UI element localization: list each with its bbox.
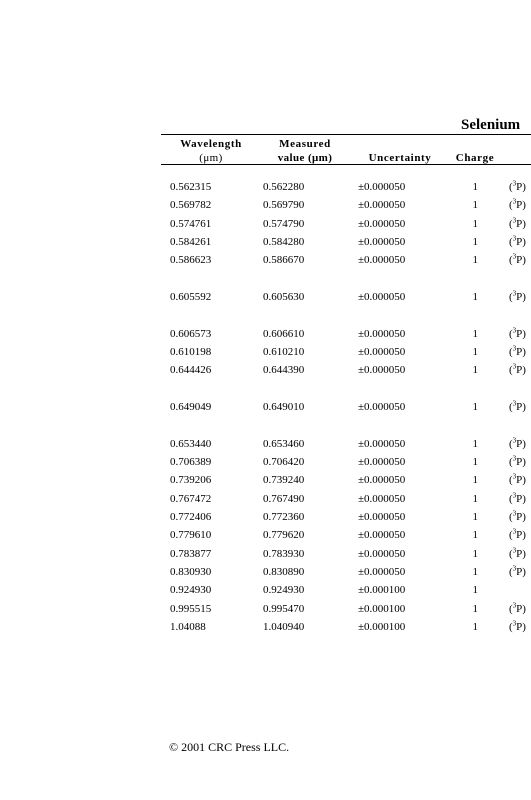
cell-wavelength: 0.574761 xyxy=(170,218,212,230)
term-superscript: 3 xyxy=(512,399,517,408)
cell-uncertainty: ±0.000050 xyxy=(358,254,406,266)
term-text: P) xyxy=(516,181,526,193)
cell-charge: 1 xyxy=(472,493,478,505)
term-text: P) xyxy=(516,456,526,468)
cell-wavelength: 0.924930 xyxy=(170,584,212,596)
page-title: Selenium xyxy=(461,117,521,133)
cell-measured-value: 0.569790 xyxy=(263,199,305,211)
cell-measured-value: 0.739240 xyxy=(263,474,305,486)
cell-term: ($^3$P) xyxy=(509,216,526,230)
term-text: P) xyxy=(516,291,526,303)
term-text: P) xyxy=(516,199,526,211)
cell-uncertainty: ±0.000050 xyxy=(358,328,406,340)
cell-measured-value: 0.653460 xyxy=(263,438,305,450)
cell-measured-value: 0.649010 xyxy=(263,401,305,413)
cell-charge: 1 xyxy=(472,511,478,523)
cell-wavelength: 0.569782 xyxy=(170,199,212,211)
cell-measured-value: 0.644390 xyxy=(263,364,305,376)
term-superscript: 3 xyxy=(512,344,517,353)
cell-measured-value: 0.584280 xyxy=(263,236,305,248)
cell-measured-value: 0.610210 xyxy=(263,346,305,358)
cell-term: ($^3$P) xyxy=(509,472,526,486)
cell-charge: 1 xyxy=(472,603,478,615)
cell-wavelength: 0.767472 xyxy=(170,493,212,505)
term-text: P) xyxy=(516,493,526,505)
term-superscript: 3 xyxy=(512,252,517,261)
cell-charge: 1 xyxy=(472,364,478,376)
cell-uncertainty: ±0.000050 xyxy=(358,438,406,450)
term-superscript: 3 xyxy=(512,601,517,610)
cell-charge: 1 xyxy=(472,584,478,596)
term-text: P) xyxy=(516,236,526,248)
term-text: P) xyxy=(516,566,526,578)
cell-measured-value: 1.040940 xyxy=(263,621,305,633)
cell-charge: 1 xyxy=(472,291,478,303)
cell-wavelength: 0.779610 xyxy=(170,529,212,541)
cell-term: ($^3$P) xyxy=(509,399,526,413)
cell-measured-value: 0.830890 xyxy=(263,566,305,578)
cell-uncertainty: ±0.000050 xyxy=(358,218,406,230)
term-superscript: 3 xyxy=(512,454,517,463)
term-text: P) xyxy=(516,548,526,560)
term-superscript: 3 xyxy=(512,472,517,481)
cell-wavelength: 0.830930 xyxy=(170,566,212,578)
cell-uncertainty: ±0.000050 xyxy=(358,548,406,560)
cell-wavelength: 0.706389 xyxy=(170,456,212,468)
cell-term: ($^3$P) xyxy=(509,564,526,578)
cell-wavelength: 0.739206 xyxy=(170,474,212,486)
term-superscript: 3 xyxy=(512,289,517,298)
cell-charge: 1 xyxy=(472,181,478,193)
term-superscript: 3 xyxy=(512,197,517,206)
cell-measured-value: 0.605630 xyxy=(263,291,305,303)
cell-wavelength: 0.610198 xyxy=(170,346,212,358)
term-text: P) xyxy=(516,218,526,230)
term-text: P) xyxy=(516,511,526,523)
cell-uncertainty: ±0.000050 xyxy=(358,364,406,376)
cell-charge: 1 xyxy=(472,328,478,340)
cell-measured-value: 0.562280 xyxy=(263,181,305,193)
cell-term: ($^3$P) xyxy=(509,362,526,376)
term-superscript: 3 xyxy=(512,326,517,335)
cell-wavelength: 0.586623 xyxy=(170,254,212,266)
cell-measured-value: 0.783930 xyxy=(263,548,305,560)
cell-wavelength: 0.584261 xyxy=(170,236,212,248)
header-wavelength-unit: (μm) xyxy=(199,152,223,164)
cell-uncertainty: ±0.000100 xyxy=(358,621,406,633)
cell-uncertainty: ±0.000050 xyxy=(358,346,406,358)
cell-wavelength: 0.562315 xyxy=(170,181,212,193)
term-superscript: 3 xyxy=(512,234,517,243)
cell-wavelength: 0.772406 xyxy=(170,511,212,523)
term-superscript: 3 xyxy=(512,509,517,518)
cell-wavelength: 0.605592 xyxy=(170,291,212,303)
cell-measured-value: 0.924930 xyxy=(263,584,305,596)
header-uncertainty: Uncertainty xyxy=(368,152,432,164)
cell-measured-value: 0.767490 xyxy=(263,493,305,505)
cell-uncertainty: ±0.000050 xyxy=(358,493,406,505)
cell-term: ($^3$P) xyxy=(509,179,526,193)
term-text: P) xyxy=(516,474,526,486)
cell-term: ($^3$P) xyxy=(509,344,526,358)
term-text: P) xyxy=(516,529,526,541)
cell-wavelength: 1.04088 xyxy=(170,621,206,633)
cell-uncertainty: ±0.000050 xyxy=(358,199,406,211)
term-text: P) xyxy=(516,364,526,376)
cell-uncertainty: ±0.000050 xyxy=(358,566,406,578)
cell-measured-value: 0.772360 xyxy=(263,511,305,523)
cell-charge: 1 xyxy=(472,254,478,266)
cell-uncertainty: ±0.000100 xyxy=(358,603,406,615)
cell-term: ($^3$P) xyxy=(509,546,526,560)
cell-charge: 1 xyxy=(472,566,478,578)
cell-wavelength: 0.995515 xyxy=(170,603,212,615)
cell-uncertainty: ±0.000050 xyxy=(358,529,406,541)
cell-measured-value: 0.779620 xyxy=(263,529,305,541)
cell-term: ($^3$P) xyxy=(509,289,526,303)
cell-wavelength: 0.644426 xyxy=(170,364,212,376)
cell-uncertainty: ±0.000050 xyxy=(358,291,406,303)
cell-uncertainty: ±0.000100 xyxy=(358,584,406,596)
cell-term: ($^3$P) xyxy=(509,509,526,523)
cell-wavelength: 0.606573 xyxy=(170,328,212,340)
cell-measured-value: 0.574790 xyxy=(263,218,305,230)
term-superscript: 3 xyxy=(512,216,517,225)
cell-wavelength: 0.653440 xyxy=(170,438,212,450)
cell-charge: 1 xyxy=(472,401,478,413)
cell-term: ($^3$P) xyxy=(509,601,526,615)
term-superscript: 3 xyxy=(512,546,517,555)
cell-term: ($^3$P) xyxy=(509,527,526,541)
term-text: P) xyxy=(516,621,526,633)
term-superscript: 3 xyxy=(512,436,517,445)
cell-uncertainty: ±0.000050 xyxy=(358,401,406,413)
cell-term: ($^3$P) xyxy=(509,234,526,248)
cell-charge: 1 xyxy=(472,621,478,633)
term-text: P) xyxy=(516,603,526,615)
cell-term: ($^3$P) xyxy=(509,252,526,266)
cell-measured-value: 0.995470 xyxy=(263,603,305,615)
header-charge: Charge xyxy=(455,152,495,164)
cell-uncertainty: ±0.000050 xyxy=(358,474,406,486)
term-superscript: 3 xyxy=(512,619,517,628)
cell-measured-value: 0.606610 xyxy=(263,328,305,340)
term-superscript: 3 xyxy=(512,179,517,188)
cell-charge: 1 xyxy=(472,529,478,541)
cell-wavelength: 0.649049 xyxy=(170,401,212,413)
cell-term: ($^3$P) xyxy=(509,197,526,211)
cell-charge: 1 xyxy=(472,548,478,560)
cell-uncertainty: ±0.000050 xyxy=(358,181,406,193)
header-wavelength-label: Wavelength xyxy=(180,138,242,150)
cell-uncertainty: ±0.000050 xyxy=(358,511,406,523)
cell-term: ($^3$P) xyxy=(509,491,526,505)
term-superscript: 3 xyxy=(512,564,517,573)
term-text: P) xyxy=(516,401,526,413)
cell-measured-value: 0.706420 xyxy=(263,456,305,468)
copyright-footer: © 2001 CRC Press LLC. xyxy=(169,740,290,754)
cell-charge: 1 xyxy=(472,346,478,358)
cell-term: ($^3$P) xyxy=(509,326,526,340)
cell-term: ($^3$P) xyxy=(509,454,526,468)
cell-charge: 1 xyxy=(472,438,478,450)
cell-charge: 1 xyxy=(472,456,478,468)
term-text: P) xyxy=(516,328,526,340)
cell-charge: 1 xyxy=(472,218,478,230)
term-text: P) xyxy=(516,254,526,266)
header-measured-label: Measured xyxy=(279,138,331,150)
cell-term: ($^3$P) xyxy=(509,619,526,633)
header-measured-unit: value (μm) xyxy=(277,152,333,164)
term-text: P) xyxy=(516,346,526,358)
term-superscript: 3 xyxy=(512,362,517,371)
term-superscript: 3 xyxy=(512,527,517,536)
cell-measured-value: 0.586670 xyxy=(263,254,305,266)
term-text: P) xyxy=(516,438,526,450)
cell-wavelength: 0.783877 xyxy=(170,548,212,560)
term-superscript: 3 xyxy=(512,491,517,500)
cell-charge: 1 xyxy=(472,474,478,486)
cell-uncertainty: ±0.000050 xyxy=(358,236,406,248)
cell-uncertainty: ±0.000050 xyxy=(358,456,406,468)
cell-term: ($^3$P) xyxy=(509,436,526,450)
cell-charge: 1 xyxy=(472,199,478,211)
cell-charge: 1 xyxy=(472,236,478,248)
